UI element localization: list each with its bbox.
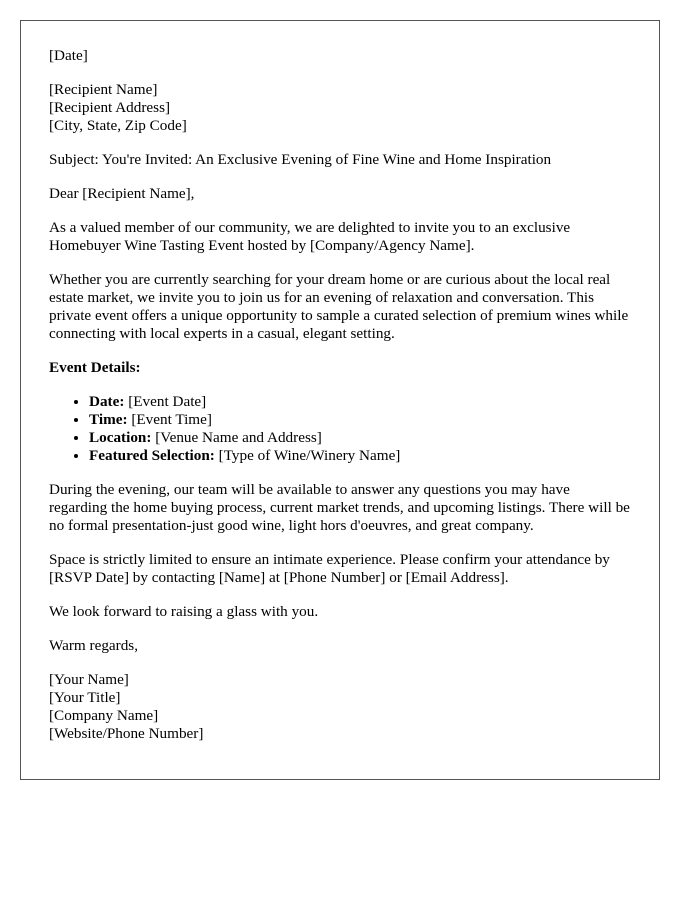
recipient-name: [Recipient Name] (49, 81, 158, 98)
signature-company: [Company Name] (49, 707, 159, 724)
event-detail-value: [Type of Wine/Winery Name] (214, 447, 401, 464)
letter-paragraph-evening: During the evening, our team will be available to answer any questions you may have regarding the home buying process, current market trends, and upcoming listings. There will be no formal presentation-just good wine, light hors d'oeuvres, and great company. (49, 481, 630, 534)
event-detail-value: [Event Time] (127, 411, 212, 428)
letter-paragraph-closing-line: We look forward to raising a glass with you. (49, 603, 319, 620)
event-detail-date (89, 393, 631, 411)
letter-paragraph-rsvp: Space is strictly limited to ensure an intimate experience. Please confirm your attendance by [RSVP Date] by contacting [Name] at [Phone Number] or [Email Address]. (49, 551, 610, 586)
event-detail-label: Time: (89, 411, 128, 428)
letter-date: [Date] (49, 47, 88, 64)
letter-page (20, 20, 660, 780)
event-detail-value: [Venue Name and Address] (151, 429, 322, 446)
signature-title: [Your Title] (49, 689, 121, 706)
event-detail-time (89, 411, 631, 429)
letter-paragraph-intro: As a valued member of our community, we are delighted to invite you to an exclusive Homebuyer Wine Tasting Event hosted by [Company/Agency Name]. (49, 219, 571, 254)
letter-subject: Subject: You're Invited: An Exclusive Evening of Fine Wine and Home Inspiration (49, 151, 552, 168)
event-detail-label: Location: (89, 429, 152, 446)
event-detail-label: Date: (89, 393, 125, 410)
signature-name: [Your Name] (49, 671, 129, 688)
letter-closing: Warm regards, (49, 637, 139, 654)
recipient-address: [Recipient Address] (49, 99, 171, 116)
event-detail-featured-selection (89, 447, 631, 465)
signature-block (49, 671, 631, 743)
event-detail-value: [Event Date] (124, 393, 207, 410)
event-detail-location (89, 429, 631, 447)
recipient-city-state-zip: [City, State, Zip Code] (49, 117, 187, 134)
signature-contact: [Website/Phone Number] (49, 725, 204, 742)
letter-salutation: Dear [Recipient Name], (49, 185, 195, 202)
letter-paragraph-event-description: Whether you are currently searching for your dream home or are curious about the local real estate market, we invite you to join us for an evening of relaxation and conversation. This private event offers a unique opportunity to sample a curated selection of premium wines while connecting with local experts in a casual, elegant setting. (49, 271, 629, 342)
event-details-heading: Event Details: (49, 359, 141, 376)
event-detail-label: Featured Selection: (89, 447, 215, 464)
recipient-address-block (49, 81, 631, 135)
event-details-list (49, 393, 631, 465)
